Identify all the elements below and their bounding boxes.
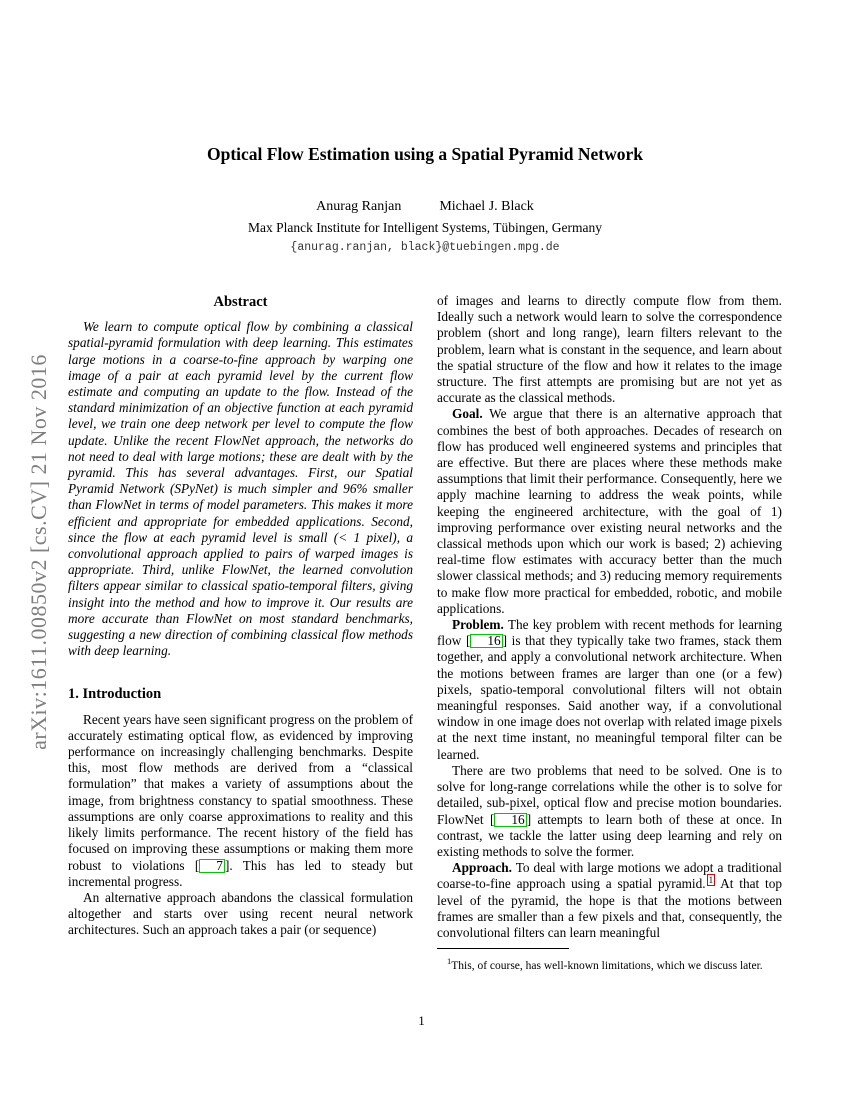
approach-paragraph: Approach. To deal with large motions we adopt a traditional coarse-to-fine approach using a spatial pyramid. $^1$ At that top level of the pyramid, the hope is that the motions between frames are smaller than a few pixels and that, consequently, the convolutional filters can learn meaningful: [437, 860, 782, 940]
intro-paragraph-1: Recent years have seen significant progress on the problem of accurately estimating optical flow, as evidenced by improving performance on increasingly challenging benchmarks. Despite this, most flow methods are derived from a “classical formulation” that makes a variety of assumptions about the image, from brightness constancy to spatial smoothness. These assumptions are only coarse approximations to reality and this likely limits performance. The recent history of the field has focused on improving these assumptions or making them more robust to violations [ 7 ]. This has led to steady but incremental progress.: [68, 711, 413, 889]
footnote-body: This, of course, has well-known limitations, which we discuss later.: [451, 959, 763, 972]
two-problems-paragraph: There are two problems that need to be solved. One is to solve for long-range correlations while the other is to solve for detailed, sub-pixel, optical flow and precise motion boundaries. FlowNet [ 16 ] attempts to learn both of these at once. In contrast, we tackle the latter using deep learning and rely on existing methods to solve the former.: [437, 762, 782, 859]
author-name-2: Michael J. Black: [439, 199, 534, 214]
arxiv-watermark: arXiv:1611.00850v2 [cs.CV] 21 Nov 2016: [26, 354, 51, 750]
body-paragraph-continuation: of images and learns to directly compute flow from them. Ideally such a network would learn to solve the correspondence problem (short and long range), learn filters relevant to the problem, learn what is constant in the sequence, and learn about the spatial structure of the flow and how it relates to the image structure. The first attempts are promising but are not yet as accurate as the classical methods.: [437, 293, 782, 406]
paper-title: Optical Flow Estimation using a Spatial Pyramid Network: [206, 144, 644, 164]
email-line: {anurag.ranjan, black}@tuebingen.mpg.de: [290, 241, 560, 254]
footnote-block: [437, 948, 782, 973]
left-column: [68, 294, 413, 939]
author-name-1: Anurag Ranjan: [316, 199, 402, 214]
paragraph-lead-in: Goal.: [452, 406, 483, 422]
footnote-rule: [437, 948, 569, 949]
citation-link[interactable]: 16: [494, 813, 526, 827]
footnote-marker: 1: [447, 956, 452, 967]
paragraph-lead-in: Approach.: [452, 860, 512, 876]
abstract-heading: Abstract: [213, 294, 268, 310]
problem-paragraph: Problem. The key problem with recent methods for learning flow [ 16 ] is that they typically take two frames, stack them together, and apply a convolutional network architecture. When the motions between frames are larger than one (or a few) pixels, spatio-temporal convolutional filters will not obtain meaningful responses. Said another way, if a convolutional window in one image does not overlap with related image pixels at the next time instant, no meaningful temporal filter can be learned.: [437, 617, 782, 762]
author-list: [68, 199, 782, 215]
footnote-text: [437, 954, 782, 973]
abstract-text: We learn to compute optical flow by combining a classical spatial-pyramid formulation with deep learning. This estimates large motions in a coarse-to-fine approach by warping one image of a pair at each pyramid level by the current flow estimate and computing an update to the flow. Instead of the standard minimization of an objective function at each pyramid level, we train one deep network per level to compute the flow update. Unlike the recent FlowNet approach, the networks do not need to deal with large motions; these are dealt with by the pyramid. This has several advantages. First, our Spatial Pyramid Network (SPyNet) is much simpler and 96% smaller than FlowNet in terms of model parameters. This makes it more efficient and appropriate for embedded applications. Second, since the flow at each pyramid level is small (< 1 pixel), a convolutional approach applied to pairs of warped images is appropriate. Third, unlike FlowNet, the learned convolution filters appear similar to classical spatio-temporal filters, giving insight into the method and how to improve it. Our results are more accurate than FlowNet on most standard benchmarks, suggesting a new direction of combining classical flow methods with deep learning.: [68, 319, 413, 659]
citation-link[interactable]: 16: [470, 634, 502, 648]
paragraph-lead-in: Problem.: [452, 617, 504, 633]
intro-paragraph-2: An alternative approach abandons the classical formulation altogether and starts over using recent neural network architectures. Such an approach takes a pair (or sequence): [68, 889, 413, 938]
goal-paragraph: Goal. We argue that there is an alternative approach that combines the best of both approaches. Decades of research on flow has produced well engineered systems and principles that are effective. But there are places where these methods make assumptions that limit their performance. Consequently, here we apply machine learning to address the weak points, while keeping the engineered architecture, with the goal of 1) improving performance over existing neural networks and the classical methods upon which our work is based; 2) achieving real-time flow estimates with accuracy better than the much slower classical methods; and 3) reducing memory requirements to make flow more practical for embedded, robotic, and mobile applications.: [437, 406, 782, 616]
right-column: [437, 293, 782, 973]
footnote-ref-link[interactable]: 1: [708, 874, 714, 885]
page-number: 1: [418, 1013, 425, 1028]
section-heading-introduction: 1. Introduction: [68, 686, 162, 703]
citation-link[interactable]: 7: [199, 859, 225, 873]
affiliation: Max Planck Institute for Intelligent Systems, Tübingen, Germany: [247, 220, 603, 235]
